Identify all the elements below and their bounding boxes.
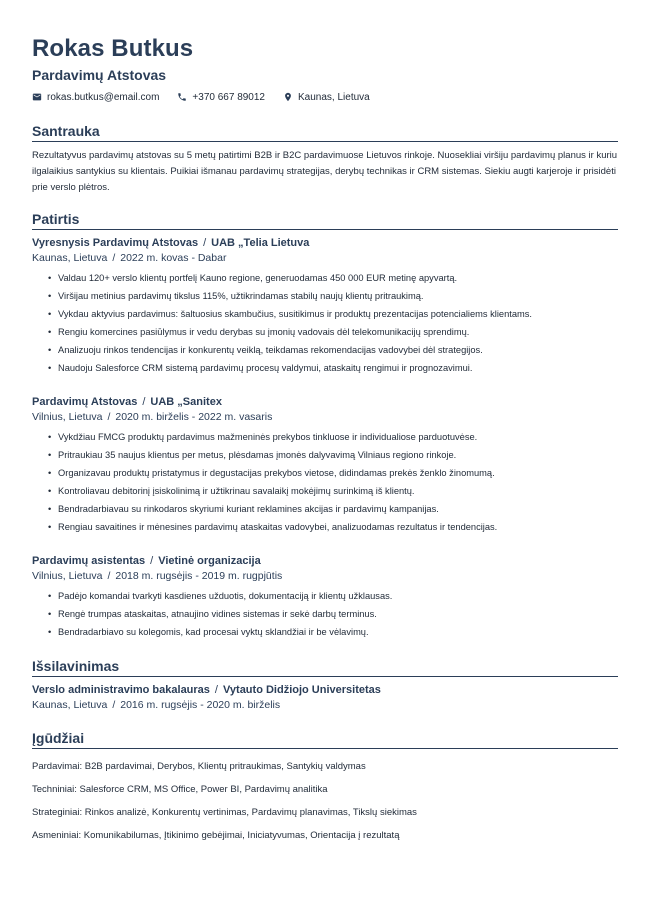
job-entry — [32, 236, 618, 377]
job-dates: 2022 m. kovas - Dabar — [120, 252, 227, 264]
list-item: • Rengiau savaitines ir mėnesines pardavimų ataskaitas vadovybei, analizuodamas rezultatus ir tendencijas. — [48, 518, 618, 536]
contact-email[interactable] — [32, 92, 159, 103]
separator: / — [107, 411, 111, 423]
list-item: • Rengiu komercines pasiūlymus ir vedu derybas su įmonių vadovais dėl telekomunikacijų sprendimų. — [48, 323, 618, 341]
header — [32, 34, 618, 104]
separator: / — [203, 237, 207, 249]
education-school: Vytauto Didžiojo Universitetas — [222, 684, 381, 696]
job-meta-line — [32, 410, 618, 425]
list-item: • Organizavau produktų pristatymus ir degustacijas prekybos vietose, didindamas prekės ženklo žinomumą. — [48, 464, 618, 482]
job-title-line — [32, 236, 618, 251]
list-item: • Vykdau aktyvius pardavimus: šaltuosius skambučius, susitikimus ir produktų prezentacijas potencialiems klientams. — [48, 305, 618, 323]
list-item: • Naudoju Salesforce CRM sistemą pardavimų procesų valdymui, ataskaitų rengimui ir prognozavimui. — [48, 359, 618, 377]
education-location: Kaunas, Lietuva — [32, 699, 108, 711]
contact-location — [283, 92, 370, 103]
education-degree: Verslo administravimo bakalauras — [32, 684, 210, 696]
separator: / — [112, 252, 116, 264]
list-item: • Pritraukiau 35 naujus klientus per metus, plėsdamas įmonės dalyvavimą Vilniaus regiono rinkoje. — [48, 446, 618, 464]
job-title-line — [32, 395, 618, 410]
skills-section — [32, 729, 618, 847]
job-company: UAB „Sanitex — [150, 396, 222, 408]
summary-section — [32, 122, 618, 196]
contact-phone[interactable] — [177, 92, 265, 103]
phone-text: +370 667 89012 — [192, 91, 265, 103]
job-position: Pardavimų asistentas — [32, 555, 146, 567]
job-bullets — [32, 428, 618, 536]
list-item: • Kontroliavau debitorinį įsiskolinimą ir užtikrinau savalaikį mokėjimų surinkimą iš klientų. — [48, 482, 618, 500]
candidate-role: Pardavimų Atstovas — [32, 67, 167, 83]
job-company: Vietinė organizacija — [158, 555, 261, 567]
job-meta-line — [32, 251, 618, 266]
job-position: Vyresnysis Pardavimų Atstovas — [32, 237, 199, 249]
education-section — [32, 657, 618, 713]
job-title-line — [32, 554, 618, 569]
separator: / — [107, 570, 111, 582]
job-entry — [32, 395, 618, 536]
summary-text: Rezultatyvus pardavimų atstovas su 5 metų patirtimi B2B ir B2C pardavimuose Lietuvos rinkoje. Nuosekliai viršiju pardavimų planus ir kuriu ilgalaikius santykius su klientais. Puikiai išmanau pardavimų strategijas, derybų technikas ir CRM sistemas. Siekiu augti karjeroje ir prisidėti prie verslo plėtros. — [32, 150, 618, 193]
skill-line-strategic: Strateginiai: Rinkos analizė, Konkurentų vertinimas, Pardavimų planavimas, Tikslų siekimas — [32, 807, 417, 818]
skills-heading: Įgūdžiai — [32, 729, 618, 749]
job-bullets — [32, 269, 618, 377]
job-meta-line — [32, 569, 618, 584]
list-item: • Analizuoju rinkos tendencijas ir konkurentų veiklą, teikdamas rekomendacijas vadovybei dėl strategijos. — [48, 341, 618, 359]
separator: / — [142, 396, 146, 408]
job-position: Pardavimų Atstovas — [32, 396, 138, 408]
list-item: • Viršijau metinius pardavimų tikslus 115%, užtikrindamas stabilų naujų klientų pritraukimą. — [48, 287, 618, 305]
education-dates: 2016 m. rugsėjis - 2020 m. birželis — [120, 699, 281, 711]
job-company: UAB „Telia Lietuva — [211, 237, 310, 249]
list-item: • Rengė trumpas ataskaitas, atnaujino vidines sistemas ir sekė darbų terminus. — [48, 605, 618, 623]
job-location: Vilnius, Lietuva — [32, 570, 103, 582]
list-item: • Vykdžiau FMCG produktų pardavimus mažmeninės prekybos tinkluose ir individualiose parduotuvėse. — [48, 428, 618, 446]
job-dates: 2018 m. rugsėjis - 2019 m. rugpjūtis — [115, 570, 283, 582]
education-heading: Išsilavinimas — [32, 657, 618, 677]
education-meta-line — [32, 698, 618, 713]
list-item: • Padėjo komandai tvarkyti kasdienes užduotis, dokumentaciją ir klientų užklausas. — [48, 587, 618, 605]
job-location: Vilnius, Lietuva — [32, 411, 103, 423]
phone-icon — [177, 92, 187, 102]
location-text: Kaunas, Lietuva — [298, 91, 370, 103]
job-location: Kaunas, Lietuva — [32, 252, 108, 264]
skill-line-sales: Pardavimai: B2B pardavimai, Derybos, Klientų pritraukimas, Santykių valdymas — [32, 761, 366, 772]
contact-row — [32, 90, 618, 104]
job-dates: 2020 m. birželis - 2022 m. vasaris — [115, 411, 273, 423]
list-item: • Bendradarbiavau su rinkodaros skyriumi kuriant reklamines akcijas ir pardavimų kampanijas. — [48, 500, 618, 518]
email-icon — [32, 92, 42, 102]
separator: / — [214, 684, 218, 696]
list-item: • Valdau 120+ verslo klientų portfelį Kauno regione, generuodamas 450 000 EUR metinę apyvartą. — [48, 269, 618, 287]
skill-line-personal: Asmeniniai: Komunikabilumas, Įtikinimo gebėjimai, Iniciatyvumas, Orientacija į rezultatą — [32, 830, 400, 841]
separator: / — [150, 555, 154, 567]
location-pin-icon — [283, 92, 293, 102]
education-title-line — [32, 683, 618, 698]
skill-line-technical: Techniniai: Salesforce CRM, MS Office, Power BI, Pardavimų analitika — [32, 784, 328, 795]
email-text: rokas.butkus@email.com — [47, 91, 160, 103]
summary-heading: Santrauka — [32, 122, 618, 142]
separator: / — [112, 699, 116, 711]
candidate-name: Rokas Butkus — [32, 35, 194, 62]
list-item: • Bendradarbiavo su kolegomis, kad procesai vyktų sklandžiai ir be vėlavimų. — [48, 623, 618, 641]
experience-heading: Patirtis — [32, 210, 618, 230]
education-entry — [32, 683, 618, 713]
job-bullets — [32, 587, 618, 641]
job-entry — [32, 554, 618, 641]
experience-section — [32, 210, 618, 641]
